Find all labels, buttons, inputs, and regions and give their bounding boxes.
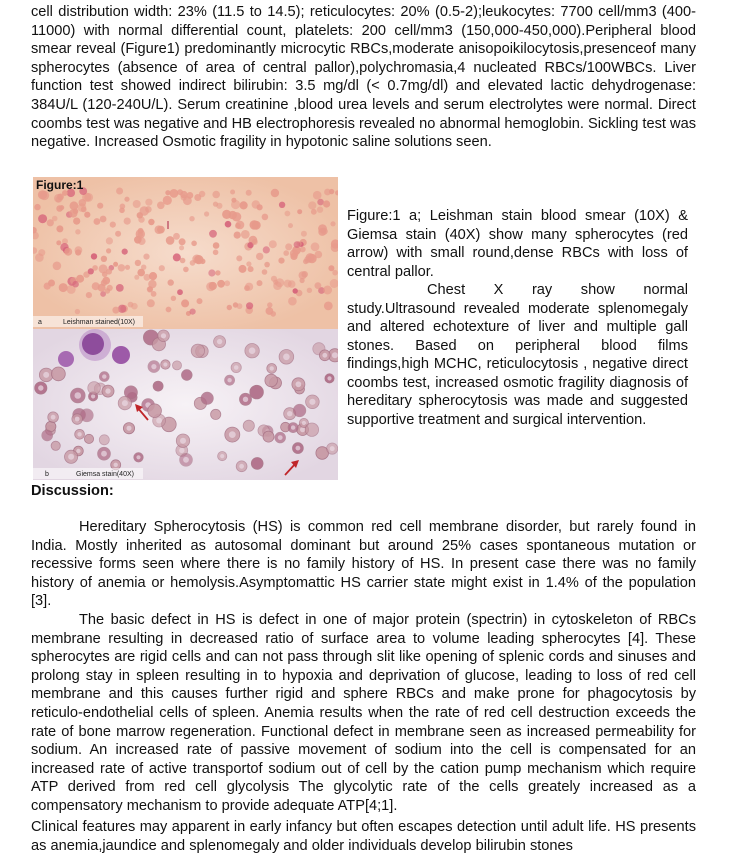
red-cell (110, 222, 116, 228)
red-cell (237, 303, 243, 309)
central-pallor (234, 365, 239, 370)
red-cell (209, 230, 217, 238)
red-cell (84, 193, 93, 202)
red-cell (263, 431, 274, 442)
red-cell (241, 230, 250, 239)
red-cell (266, 307, 274, 315)
red-cell (236, 221, 245, 230)
red-cell (141, 265, 146, 270)
red-cell (38, 249, 45, 256)
red-cell (34, 204, 40, 210)
case-findings-paragraph: cell distribution width: 23% (11.5 to 14.5); reticulocytes: 20% (0.5-2);leukocytes: 7700 cell/mm3 (400-11000) with normal differential count, platelets: 200 cell/mm3 (150,000-450,000).Peripheral blood smear reveal (Figure1) predominantly microcytic RBCs,moderate anisopoikilocytosis,presenceof many spherocytes (absence of area of central pallor),polychromasia,4 nucleated RBCs/100WBCs. Liver function test showed indirect bilirubin: 3.5 mg/dl (< 0.7mg/dl) and elevated lactic dehydrogenase: 384U/L (120-240U/L). Serum creatinine ,blood urea levels and serum electrolytes were normal. Direct coombs test was negative and HB electrophoresis revealed no abnormal hemoglobin. Sickling test was negative. Increased Osmotic fragility in hypotonic saline solutions seen. (31, 4, 696, 151)
central-pallor (296, 381, 302, 387)
central-pallor (127, 426, 132, 431)
red-cell (59, 205, 64, 210)
red-cell (124, 197, 129, 202)
panel-a-letter: a (38, 319, 42, 326)
red-cell (311, 209, 317, 215)
red-cell (99, 435, 109, 445)
red-cell (134, 275, 139, 280)
panel-b-letter: b (45, 471, 49, 478)
central-pallor (227, 378, 231, 382)
red-cell (211, 409, 221, 419)
red-cell (166, 236, 175, 245)
red-cell (84, 434, 93, 443)
red-cell (105, 288, 111, 294)
red-cell (75, 229, 80, 234)
red-cell (133, 200, 141, 208)
central-pallor (296, 446, 301, 451)
red-cell (147, 286, 153, 292)
panel-b-label: Giemsa stain(40X) (76, 471, 134, 478)
red-cell (177, 189, 183, 195)
red-cell (170, 189, 179, 198)
red-cell (306, 253, 315, 262)
red-cell (159, 265, 165, 271)
red-cell (147, 299, 155, 307)
red-cell (116, 284, 124, 292)
red-cell (324, 302, 333, 311)
figure-caption-block (347, 207, 688, 429)
red-cell (53, 262, 62, 271)
red-cell (284, 280, 292, 288)
central-pallor (322, 353, 327, 358)
red-cell (257, 280, 263, 286)
red-cell (256, 253, 263, 260)
red-cell (187, 192, 194, 199)
red-cell (301, 231, 307, 237)
red-cell (267, 302, 272, 307)
red-cell (189, 216, 194, 221)
red-cell (179, 238, 186, 245)
red-cell (112, 307, 119, 314)
red-cell (209, 282, 217, 290)
red-cell (232, 212, 241, 221)
red-cell (177, 289, 183, 295)
red-cell (317, 207, 323, 213)
red-cell (173, 233, 180, 240)
red-cell (212, 191, 220, 199)
red-cell (148, 219, 154, 225)
red-cell (166, 307, 172, 313)
red-cell (251, 458, 263, 470)
red-cell (52, 216, 58, 222)
red-cell (248, 266, 254, 272)
red-cell (236, 255, 242, 261)
red-cell (115, 231, 121, 237)
imaging-diagnosis-paragraph: Chest X ray show normal study.Ultrasound revealed moderate splenomegaly and altered echotexture of liver and multiple gall stones. Based on peripheral blood films findings,high MCHC, reticulocytosis , negative direct coombs test, increased osmotic fragility diagnosis of hereditary spherocytosis was made and suggested supportive treatment and surgical intervention. (347, 282, 688, 428)
central-pallor (283, 354, 290, 361)
central-pallor (330, 446, 335, 451)
red-cell (190, 309, 196, 315)
red-cell (94, 218, 101, 225)
red-cell (225, 221, 232, 228)
red-cell (73, 218, 80, 225)
red-cell (252, 239, 258, 245)
central-pallor (136, 455, 140, 459)
red-cell (224, 280, 230, 286)
red-cell (106, 248, 111, 253)
red-cell (244, 285, 250, 291)
red-cell (324, 189, 331, 196)
central-pallor (77, 432, 81, 436)
central-pallor (75, 392, 82, 399)
red-cell (88, 268, 94, 274)
red-cell (250, 385, 264, 399)
red-cell (40, 191, 49, 200)
red-cell (118, 264, 125, 271)
central-pallor (183, 457, 189, 463)
red-cell (56, 225, 63, 232)
central-pallor (270, 366, 274, 370)
red-cell (252, 200, 260, 208)
red-cell (75, 309, 80, 314)
red-cell (97, 203, 103, 209)
red-cell (217, 280, 225, 288)
red-cell (118, 305, 126, 313)
discussion-paragraph-2: The basic defect in HS is defect in one of major protein (spectrin) in cytoskeleton of RBCs membrane resulting in decreased ratio of surface area to volume leading spherocytes [4]. These spherocytes are rigid cells and can not pass through slit like opening of splenic cords and sinuses and prolong stay in spleen resulting in to hypoxia and deprivation of glucose, leading to loss of red cell membrane and this causes further rigid and sphere RBCs and make prone for phagocytosis by reticulo-endothelial cells of spleen. Anemia results when the rate of red cell destruction exceeds the rate of bone marrow regeneration. Functional defect in membrane seen as increased permeability for sodium. An increased rate of passive movement of sodium into the cell is compensated for an increased rate of active transportof sodium out of cell by the cation pump mechanism which require ATP derived from red cell glycolysis The glycolytic rate of the cells greately increased as a compensatory mechanism to provide adequate ATP[4;1]. (31, 612, 696, 814)
red-cell (165, 190, 170, 195)
red-cell (246, 261, 251, 266)
discussion-paragraph-3: Clinical features may apparent in early infancy but often escapes detection until adult life. HS presents as anemia,jaundice and splenomegaly and older individuals develop bilirubin stones (31, 819, 696, 854)
red-cell (278, 258, 284, 264)
red-cell (246, 302, 253, 309)
red-cell (78, 203, 87, 212)
red-cell (240, 201, 248, 209)
red-cell (191, 241, 197, 247)
red-cell (308, 201, 316, 209)
central-pallor (179, 448, 184, 453)
red-cell (140, 206, 149, 215)
red-cell (227, 305, 232, 310)
red-cell (54, 194, 63, 203)
central-pallor (327, 376, 331, 380)
central-pallor (239, 464, 244, 469)
red-cell (145, 199, 152, 206)
central-pallor (38, 385, 43, 390)
red-cell (323, 286, 332, 295)
panel-a-label: Leishman stained(10X) (63, 319, 135, 326)
red-cell (283, 250, 289, 256)
red-cell (183, 267, 189, 273)
red-cell (153, 381, 163, 391)
red-cell (330, 221, 335, 226)
red-cell (315, 251, 323, 259)
red-cell (294, 241, 301, 248)
red-cell (194, 194, 201, 201)
central-pallor (68, 454, 74, 460)
red-cell (311, 242, 320, 251)
figure-1-micrograph (33, 177, 338, 480)
central-pallor (278, 435, 283, 440)
red-cell (88, 382, 101, 395)
red-cell (134, 236, 142, 244)
red-cell (179, 245, 184, 250)
red-cell (56, 240, 61, 245)
red-cell (173, 361, 182, 370)
red-cell (191, 344, 204, 357)
red-cell (262, 214, 269, 221)
red-cell (299, 271, 307, 279)
red-cell (122, 249, 128, 255)
red-cell (279, 202, 285, 208)
central-pallor (220, 454, 224, 458)
central-pallor (243, 397, 248, 402)
red-cell (273, 280, 278, 285)
central-pallor (249, 347, 256, 354)
red-cell (250, 220, 259, 229)
red-cell (73, 209, 79, 215)
red-cell (285, 211, 291, 217)
red-cell (102, 277, 110, 285)
central-pallor (122, 400, 128, 406)
red-cell (181, 299, 189, 307)
red-cell (42, 430, 53, 441)
central-pallor (51, 415, 56, 420)
red-cell (208, 269, 215, 276)
red-cell (131, 303, 138, 310)
red-cell (190, 260, 196, 266)
central-pallor (75, 417, 80, 422)
red-cell (239, 265, 247, 273)
central-pallor (332, 352, 338, 358)
red-cell (290, 253, 297, 260)
red-cell (101, 256, 107, 262)
red-cell (315, 282, 322, 289)
red-cell (113, 262, 118, 267)
red-cell (215, 270, 220, 275)
central-pallor (105, 388, 110, 393)
central-pallor (309, 399, 315, 405)
red-cell (271, 189, 279, 197)
central-pallor (229, 431, 236, 438)
figure-caption: Figure:1 a; Leishman stain blood smear (10X) & Giemsa stain (40X) show many spherocytes (red arrow) with small round,dense RBCs with loss of central pallor. (347, 208, 688, 280)
red-cell (119, 208, 125, 214)
central-pallor (161, 333, 166, 338)
red-cell (116, 188, 123, 195)
red-cell (168, 279, 174, 285)
red-cell (285, 243, 292, 250)
red-cell (64, 248, 72, 256)
red-cell (144, 274, 151, 281)
central-pallor (114, 463, 118, 467)
red-cell (263, 246, 270, 253)
red-cell (213, 250, 219, 256)
discussion-heading: Discussion: (31, 483, 114, 499)
red-cell (124, 218, 131, 225)
red-cell (262, 269, 268, 275)
red-cell (59, 283, 68, 292)
red-cell (297, 209, 302, 214)
red-cell (246, 190, 252, 196)
red-cell (84, 212, 90, 218)
central-pallor (151, 364, 156, 369)
red-cell (180, 258, 186, 264)
red-cell (51, 441, 60, 450)
central-pallor (156, 418, 162, 424)
red-cell (213, 202, 218, 207)
red-cell (86, 292, 92, 298)
red-cell (125, 265, 130, 270)
red-cell (100, 216, 107, 223)
red-cell (230, 190, 235, 195)
red-cell (222, 210, 231, 219)
red-cell (38, 214, 47, 223)
red-cell (332, 270, 338, 276)
red-cell (269, 240, 277, 248)
red-cell (293, 288, 298, 293)
red-cell (75, 249, 81, 255)
red-cell (157, 202, 165, 210)
red-cell (157, 226, 165, 234)
red-cell (92, 282, 100, 290)
red-cell (143, 254, 149, 260)
red-cell (288, 223, 293, 228)
central-pallor (163, 362, 167, 366)
red-cell (307, 288, 312, 293)
blood-smear-image (33, 177, 338, 480)
red-cell (243, 420, 254, 431)
red-cell (70, 201, 79, 210)
red-cell (135, 260, 141, 266)
figure-title: Figure:1 (36, 178, 84, 192)
central-pallor (217, 339, 222, 344)
central-pallor (91, 394, 95, 398)
red-cell (204, 211, 209, 216)
central-pallor (76, 449, 80, 453)
central-pallor (287, 411, 292, 416)
central-pallor (102, 374, 106, 378)
red-cell (106, 237, 113, 244)
red-cell (149, 272, 157, 280)
red-cell (293, 404, 305, 416)
red-cell (265, 374, 278, 387)
red-cell (137, 269, 145, 277)
red-cell (91, 253, 97, 259)
red-cell (234, 232, 241, 239)
central-pallor (180, 438, 186, 444)
red-cell (288, 297, 297, 306)
red-cell (194, 255, 203, 264)
red-cell (313, 191, 322, 200)
red-cell (52, 367, 66, 381)
red-cell (72, 281, 79, 288)
red-cell (201, 392, 213, 404)
red-cell (148, 404, 162, 418)
red-cell (44, 283, 51, 290)
red-cell (305, 423, 318, 436)
central-pallor (43, 372, 49, 378)
red-cell (328, 265, 334, 271)
red-cell (318, 228, 326, 236)
red-cell (173, 253, 181, 261)
red-cell (182, 370, 193, 381)
red-cell (197, 298, 203, 304)
central-pallor (291, 425, 295, 429)
discussion-paragraph-1: Hereditary Spherocytosis (HS) is common red cell membrane disorder, but rarely found in India. Mostly inherited as autosomal dominant but around 25% cases spontaneous mutation or recessive forms seen where there is no family history of HS. In present case there was no family history of anemia or hemolysis.Asymptomattic HS carrier state might exist in 1.4% of the population [3]. (31, 519, 696, 610)
red-cell (317, 199, 324, 206)
red-cell (231, 200, 240, 209)
red-cell (213, 242, 220, 249)
central-pallor (302, 421, 306, 425)
red-cell (171, 296, 176, 301)
red-cell (106, 269, 112, 275)
red-cell (323, 200, 330, 207)
central-pallor (101, 451, 107, 457)
red-cell (264, 262, 270, 268)
